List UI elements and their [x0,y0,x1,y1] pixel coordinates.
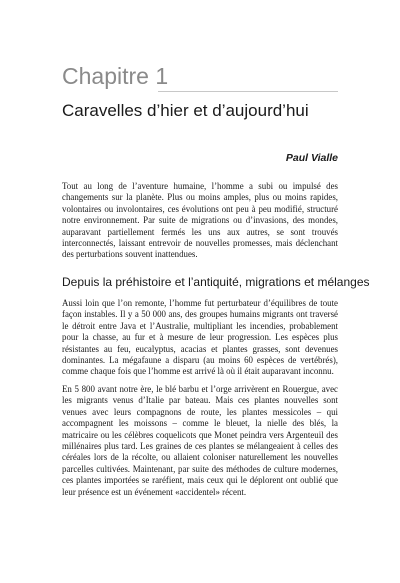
author-name: Paul Vialle [285,152,338,164]
section-paragraph-1: Aussi loin que l’on remonte, l’homme fut perturbateur d’équilibres de toute façon instables. Il y a 50 000 ans, des groupes humains migrants ont traversé le détroit entre Java et l’Australie, multipliant les incendies, probablement pour la chasse, au fur et à mesure de leur progression. Les espèces plus résistantes au feu, eucalyptus, acacias et plantes grasses, sont devenues dominantes. La mégafaune a disparu (au moins 60 espèces de vertébrés), comme chaque fois que l’homme est arrivé là où il était auparavant inconnu. [62,298,338,377]
chapter-divider [158,91,338,92]
intro-paragraph: Tout au long de l’aventure humaine, l’homme a subi ou impulsé des changements sur la planète. Plus ou moins amples, plus ou moins rapides, volontaires ou involontaires, ces évolutions ont peu à peu modifié, structuré notre environnement. Par suite de migrations ou d’invasions, des mondes, auparavant partiellement fermés les uns aux autres, se sont trouvés interconnectés, laissant entrevoir de nouvelles promesses, mais déclenchant des perturbations souvent inattendues. [62,181,338,260]
chapter-number: Chapitre 1 [62,63,169,89]
chapter-title: Caravelles d’hier et d’aujourd’hui [62,101,309,120]
section-paragraph-2: En 5 800 avant notre ère, le blé barbu et l’orge arrivèrent en Rouergue, avec les migrants venus d’Italie par bateau. Mais ces plantes nouvelles sont venues avec leurs compagnons de route, les plantes messicoles – qui accompagnent les moissons – comme le bleuet, la nielle des blés, la matricaire ou les célèbres coquelicots que Monet peindra vers Argenteuil des millénaires plus tard. Les graines de ces plantes se mélangeaient à celles des céréales lors de la récolte, ou allaient coloniser naturellement les nouvelles parcelles cultivées. Maintenant, par suite des méthodes de culture modernes, ces plantes importées se raréfient, mais ceux qui le déplorent ont oublié que leur présence est un événement «accidentel» récent. [62,384,338,497]
section-heading: Depuis la préhistoire et l’antiquité, migrations et mélanges [62,275,370,289]
